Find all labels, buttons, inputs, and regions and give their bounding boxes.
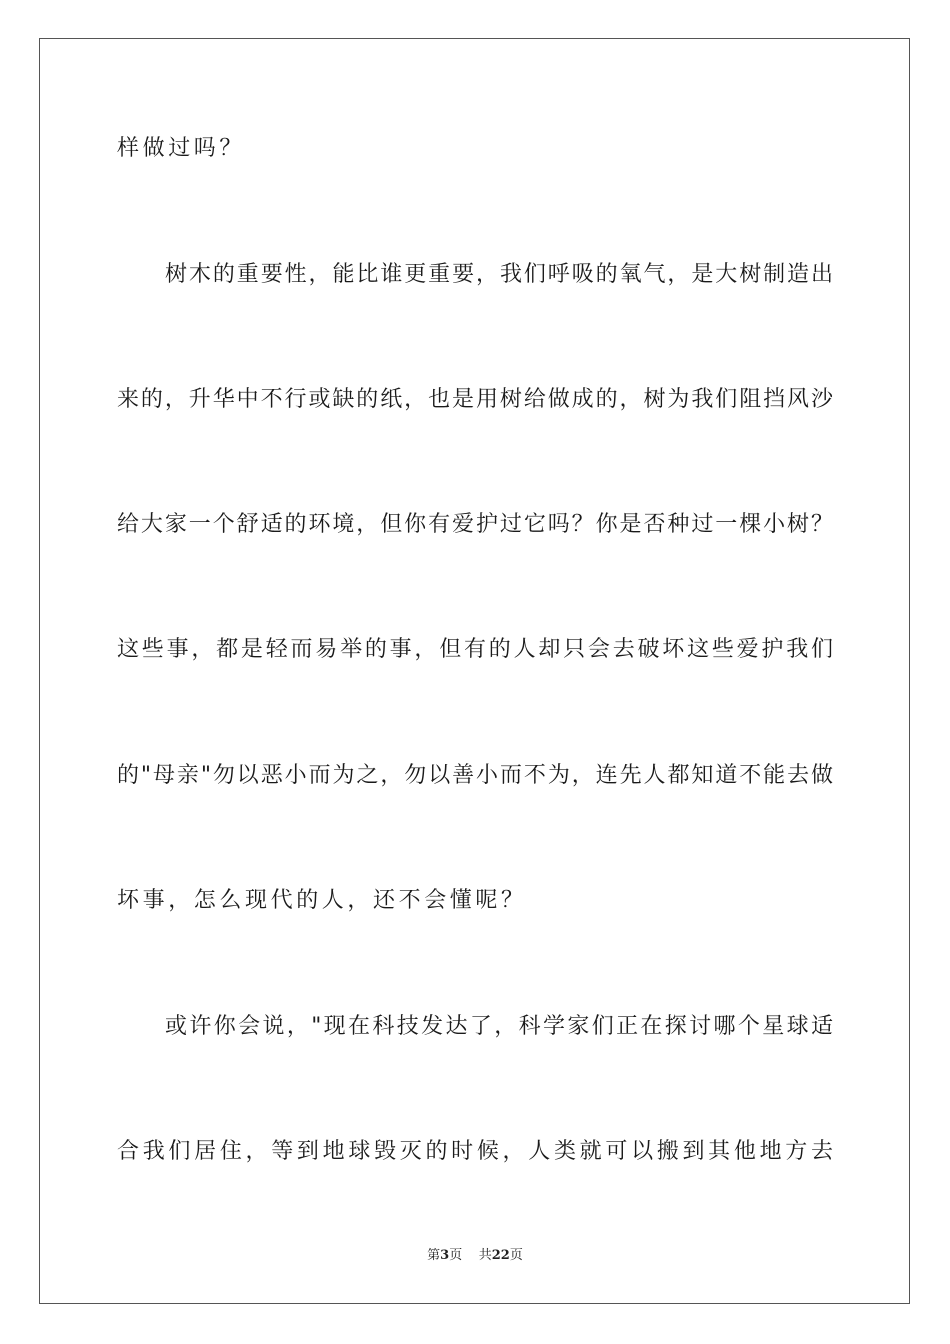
text-line-3: 来的，升华中不行或缺的纸，也是用树给做成的，树为我们阻挡风沙 [117,387,833,412]
text-line-6: 的"母亲"勿以恶小而为之，勿以善小而不为，连先人都知道不能去做 [117,763,833,788]
text-line-7: 坏事，怎么现代的人，还不会懂呢？ [117,888,527,913]
text-line-4: 给大家一个舒适的环境，但你有爱护过它吗？你是否种过一棵小树？ [117,512,833,537]
page-prefix: 第 [427,1248,441,1263]
total-prefix: 共 [478,1248,492,1263]
page-suffix: 页 [449,1248,463,1263]
page-footer [0,1247,950,1265]
total-suffix: 页 [509,1248,523,1263]
total-pages: 22 [491,1248,510,1263]
text-line-9: 合我们居住，等到地球毁灭的时候，人类就可以搬到其他地方去 [117,1139,833,1164]
page-border [39,38,910,1304]
text-line-1: 样做过吗？ [117,136,246,161]
paragraph-start-line: 树木的重要性，能比谁更重要，我们呼吸的氧气，是大树制造出 [165,262,833,287]
text-line-5: 这些事，都是轻而易举的事，但有的人却只会去破坏这些爱护我们 [117,637,833,662]
page-number: 3 [440,1248,450,1263]
paragraph-start-line-2: 或许你会说，"现在科技发达了，科学家们正在探讨哪个星球适 [165,1014,833,1039]
